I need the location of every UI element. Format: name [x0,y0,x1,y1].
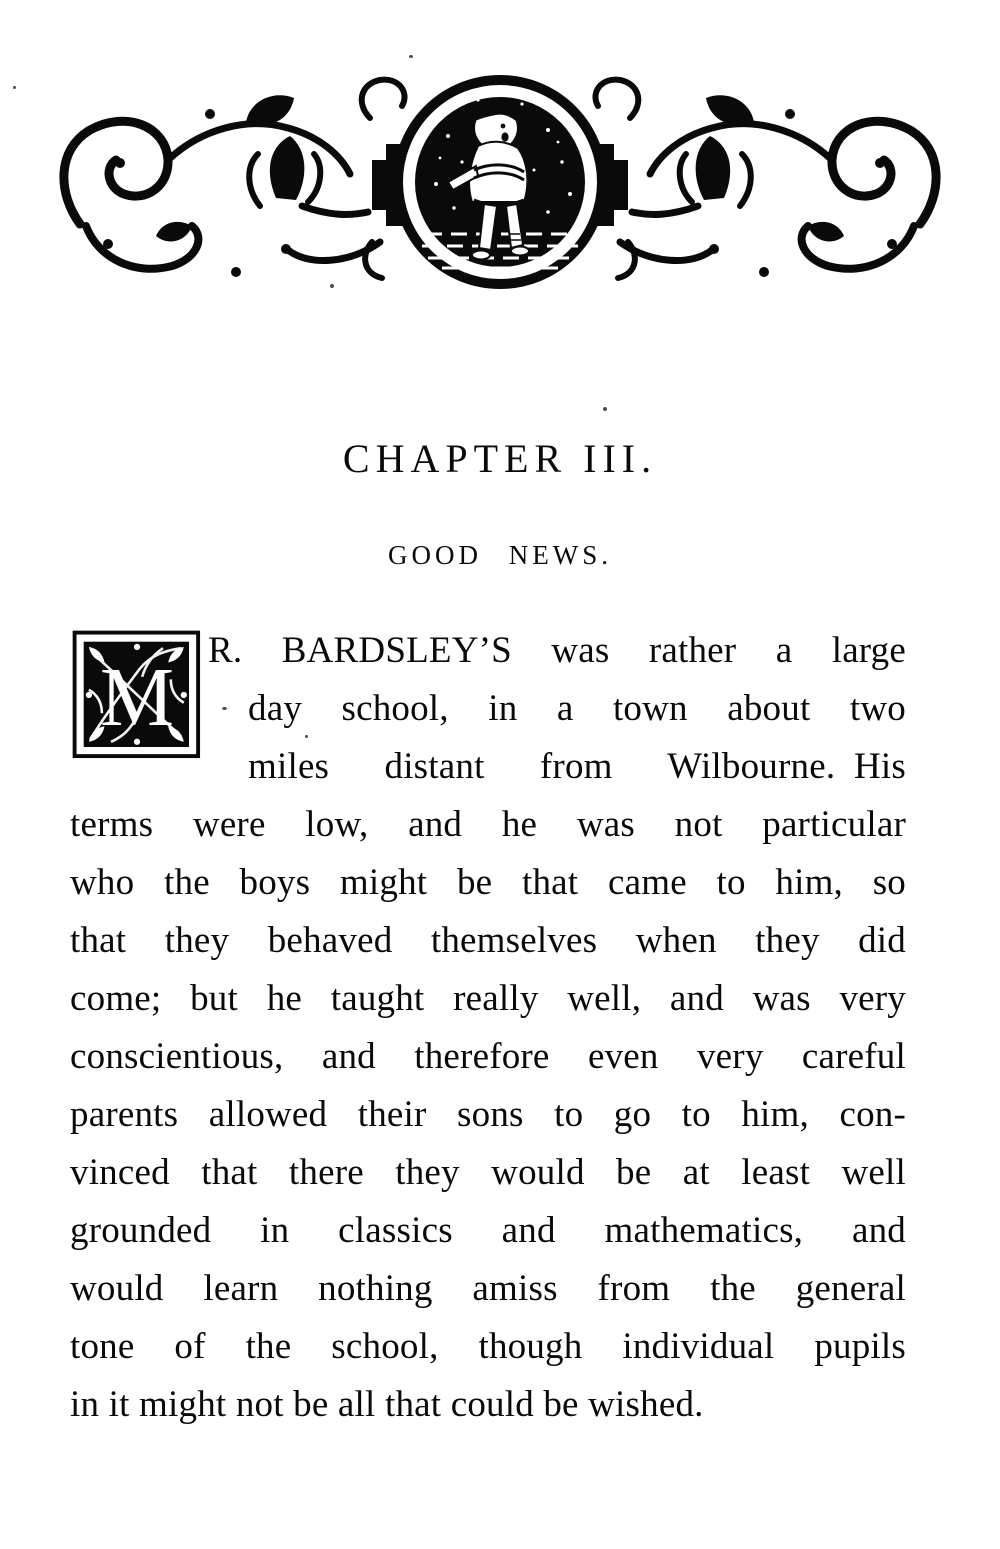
scan-speck [409,55,413,58]
headpiece-ornament-illustration [50,66,950,290]
drop-cap-ornament [72,630,202,760]
paragraph-line: miles distant from Wilbourne. His [248,746,906,787]
drop-cap-letter: M [100,650,174,743]
scan-speck [603,407,607,411]
scan-speck [222,707,227,710]
paragraph-line: R. BARDSLEY’S was rather a large [208,630,906,671]
paragraph-line: come; but he taught really well, and was very [70,978,906,1019]
cherub-medallion [398,80,602,284]
paragraph-line: day school, in a town about two [248,688,906,729]
paragraph-line: terms were low, and he was not particular [70,804,906,845]
scan-speck [305,735,308,738]
scan-speck [13,86,16,89]
paragraph-line: tone of the school, though individual pupils [70,1326,906,1367]
chapter-title: CHAPTER III. [342,436,658,481]
paragraph-line: that they behaved themselves when they did [70,920,906,961]
paragraph-line: in it might not be all that could be wished. [70,1384,704,1425]
paragraph [70,622,906,1434]
paragraph-line: grounded in classics and mathematics, and [70,1210,906,1251]
paragraph-line: conscientious, and therefore even very careful [70,1036,906,1077]
paragraph-line: who the boys might be that came to him, so [70,862,906,903]
section-title: GOOD NEWS. [388,540,612,570]
paragraph-line: parents allowed their sons to go to him, con- [70,1094,906,1135]
scan-speck [330,284,334,288]
paragraph-line: vinced that there they would be at least well [70,1152,906,1193]
paragraph-line: would learn nothing amiss from the general [70,1268,906,1309]
